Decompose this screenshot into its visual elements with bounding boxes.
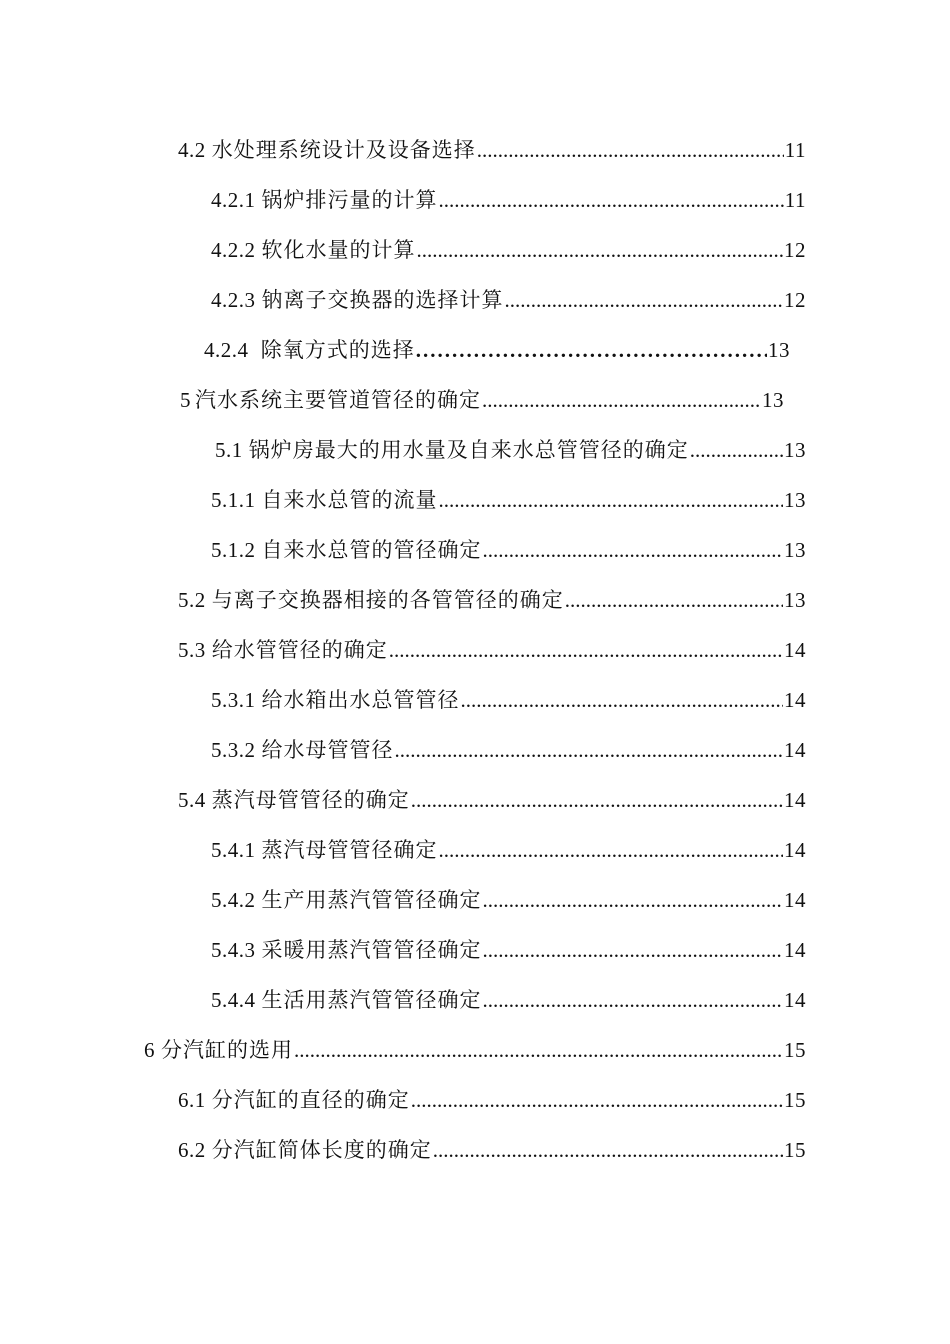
toc-leader-dots	[477, 136, 784, 164]
toc-entry-page: 14	[784, 838, 806, 862]
toc-entry-number: 6.1	[178, 1088, 206, 1112]
toc-entry-5-2[interactable]	[178, 586, 806, 614]
toc-entry-number: 4.2	[178, 138, 206, 162]
toc-entry-page: 14	[784, 938, 806, 962]
toc-entry-number: 4.2.3	[211, 288, 256, 312]
toc-entry-number: 5.2	[178, 588, 206, 612]
toc-entry-number: 5.1.2	[211, 538, 256, 562]
toc-entry-4-2-1[interactable]	[211, 186, 806, 214]
toc-entry-title: 蒸汽母管管径的确定	[211, 788, 410, 812]
toc-entry-number: 5.4.3	[211, 938, 256, 962]
toc-leader-dots	[565, 586, 783, 614]
toc-leader-dots	[411, 1086, 783, 1114]
toc-entry-title: 生活用蒸汽管管径确定	[261, 988, 482, 1012]
toc-entry-number: 5.4.2	[211, 888, 256, 912]
toc-entry-title: 除氧方式的选择	[254, 338, 415, 362]
toc-leader-dots	[483, 886, 784, 914]
toc-entry-title: 分汽缸的直径的确定	[211, 1088, 410, 1112]
toc-leader-dots	[439, 836, 784, 864]
toc-leader-dots	[417, 236, 784, 264]
toc-entry-5-4-2[interactable]	[211, 886, 806, 914]
toc-entry-title: 自来水总管的流量	[261, 488, 438, 512]
toc-entry-5-3[interactable]	[178, 636, 806, 664]
toc-entry-page: 13	[784, 438, 806, 462]
toc-leader-dots	[505, 286, 784, 314]
toc-entry-title: 与离子交换器相接的各管管径的确定	[211, 588, 564, 612]
toc-leader-dots	[439, 486, 784, 514]
toc-entry-title: 蒸汽母管管径确定	[261, 838, 438, 862]
toc-entry-page: 14	[784, 738, 806, 762]
toc-entry-title: 生产用蒸汽管管径确定	[261, 888, 482, 912]
toc-entry-page: 14	[784, 688, 806, 712]
toc-entry-6-1[interactable]	[178, 1086, 806, 1114]
toc-entry-page: 15	[784, 1138, 806, 1162]
toc-entry-number: 4.2.2	[211, 238, 256, 262]
toc-entry-5[interactable]	[180, 386, 784, 414]
toc-entry-title: 给水箱出水总管管径	[261, 688, 460, 712]
toc-leader-dots	[416, 336, 767, 364]
toc-entry-title: 钠离子交换器的选择计算	[261, 288, 504, 312]
toc-entry-4-2-2[interactable]	[211, 236, 806, 264]
toc-entry-4-2[interactable]	[178, 136, 806, 164]
toc-entry-page: 11	[784, 138, 806, 162]
toc-entry-title: 给水管管径的确定	[211, 638, 388, 662]
toc-entry-page: 11	[784, 188, 806, 212]
toc-entry-number: 5.3	[178, 638, 206, 662]
toc-entry-6[interactable]	[144, 1036, 806, 1064]
toc-entry-page: 13	[784, 588, 806, 612]
toc-entry-page: 14	[784, 788, 806, 812]
toc-entry-number: 5.1.1	[211, 488, 256, 512]
toc-entry-page: 13	[784, 488, 806, 512]
toc-entry-page: 12	[784, 238, 806, 262]
toc-leader-dots	[395, 736, 784, 764]
toc-entry-5-4-4[interactable]	[211, 986, 806, 1014]
toc-entry-5-4[interactable]	[178, 786, 806, 814]
toc-entry-title: 锅炉房最大的用水量及自来水总管管径的确定	[248, 438, 689, 462]
toc-entry-5-1-2[interactable]	[211, 536, 806, 564]
toc-entry-page: 13	[784, 538, 806, 562]
toc-entry-page: 15	[784, 1038, 806, 1062]
toc-entry-5-1[interactable]	[215, 436, 806, 464]
toc-entry-5-3-1[interactable]	[211, 686, 806, 714]
toc-entry-title: 汽水系统主要管道管径的确定	[195, 388, 481, 412]
toc-leader-dots	[483, 936, 784, 964]
toc-leader-dots	[433, 1136, 783, 1164]
toc-entry-title: 采暖用蒸汽管管径确定	[261, 938, 482, 962]
toc-entry-number: 5.4	[178, 788, 206, 812]
toc-entry-title: 锅炉排污量的计算	[261, 188, 438, 212]
toc-entry-number: 6	[144, 1038, 155, 1062]
toc-entry-page: 14	[784, 888, 806, 912]
toc-entry-title: 自来水总管的管径确定	[261, 538, 482, 562]
toc-leader-dots	[483, 536, 784, 564]
toc-entry-6-2[interactable]	[178, 1136, 806, 1164]
toc-entry-title: 软化水量的计算	[261, 238, 416, 262]
toc-entry-5-1-1[interactable]	[211, 486, 806, 514]
toc-entry-number: 4.2.4	[204, 338, 249, 362]
toc-leader-dots	[389, 636, 783, 664]
toc-entry-number: 5.3.1	[211, 688, 256, 712]
toc-entry-title: 给水母管管径	[261, 738, 394, 762]
toc-entry-5-4-3[interactable]	[211, 936, 806, 964]
toc-leader-dots	[690, 436, 783, 464]
toc-leader-dots	[483, 986, 784, 1014]
toc-entry-page: 13	[768, 338, 790, 362]
toc-entry-5-3-2[interactable]	[211, 736, 806, 764]
toc-entry-number: 5.4.1	[211, 838, 256, 862]
toc-entry-title: 分汽缸简体长度的确定	[211, 1138, 432, 1162]
toc-entry-number: 5	[180, 388, 191, 412]
toc-leader-dots	[411, 786, 783, 814]
toc-entry-5-4-1[interactable]	[211, 836, 806, 864]
toc-entry-page: 12	[784, 288, 806, 312]
toc-entry-title: 水处理系统设计及设备选择	[211, 138, 476, 162]
toc-leader-dots	[461, 686, 784, 714]
toc-entry-number: 5.1	[215, 438, 243, 462]
toc-leader-dots	[482, 386, 761, 414]
toc-entry-number: 5.3.2	[211, 738, 256, 762]
toc-entry-4-2-3[interactable]	[211, 286, 806, 314]
toc-leader-dots	[294, 1036, 783, 1064]
toc-entry-number: 4.2.1	[211, 188, 256, 212]
toc-entry-page: 15	[784, 1088, 806, 1112]
toc-entry-number: 6.2	[178, 1138, 206, 1162]
toc-leader-dots	[439, 186, 784, 214]
toc-entry-title: 分汽缸的选用	[161, 1038, 293, 1062]
toc-entry-4-2-4[interactable]	[204, 336, 790, 364]
toc-entry-number: 5.4.4	[211, 988, 256, 1012]
toc-entry-page: 13	[762, 388, 784, 412]
toc-entry-page: 14	[784, 638, 806, 662]
toc-entry-page: 14	[784, 988, 806, 1012]
